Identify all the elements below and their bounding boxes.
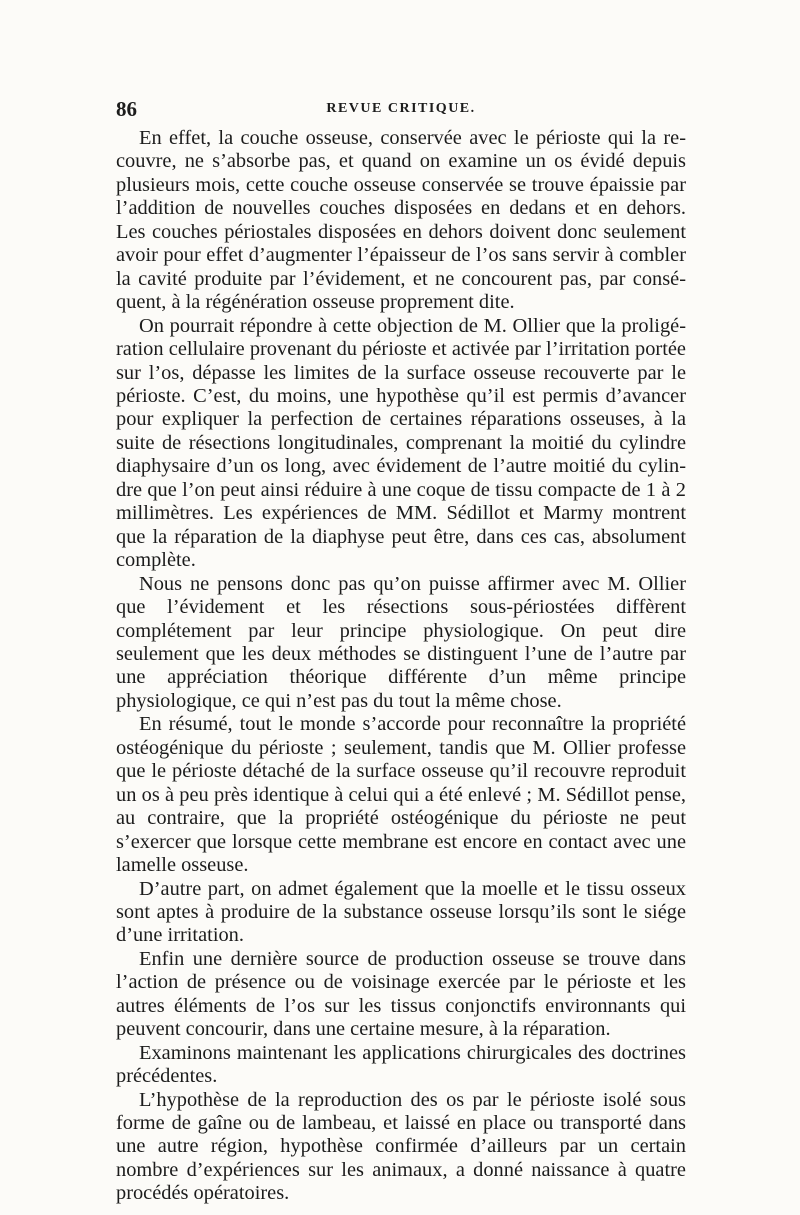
paragraph-6: Enfin une dernière source de production osseuse se trouve dans l’action de présence ou de voisinage exercée par le périoste et les autres éléments de l’os sur les tissus conjonctifs environnants qui peuvent concourir, dans une certaine mesure, à la réparation. (116, 947, 686, 1041)
page-number: 86 (116, 97, 137, 121)
paragraph-5: D’autre part, on admet également que la moelle et le tissu osseux sont aptes à produire de la substance osseuse lorsqu’ils sont le siége d’une irritation. (116, 877, 686, 947)
paragraph-3: Nous ne pensons donc pas qu’on puisse affirmer avec M. Ollier que l’évidement et les résections sous-périostées diffèrent complétement par leur principe physiologique. On peut dire seulement que les deux méthodes se distinguent l’une de l’autre par une appréciation théorique différente d’un même principe physiologique, ce qui n’est pas du tout la même chose. (116, 572, 686, 712)
paragraph-1: En effet, la couche osseuse, conservée avec le périoste qui la recouvre, ne s’absorbe pas, et quand on examine un os évidé depuis plusieurs mois, cette couche osseuse conservée se trouve épaissie par l’addition de nouvelles couches disposées en dedans et en dehors. Les couches périostales disposées en dehors doivent donc seulement avoir pour effet d’augmenter l’épaisseur de l’os sans servir à combler la cavité produite par l’évidement, et ne concourent pas, par conséquent, à la régénération osseuse proprement dite. (116, 127, 686, 314)
paragraph-2: On pourrait répondre à cette objection de M. Ollier que la proligération cellulaire provenant du périoste et activée par l’irritation portée sur l’os, dépasse les limites de la surface osseuse recouverte par le périoste. C’est, du moins, une hypothèse qu’il est permis d’avancer pour expliquer la perfection de certaines réparations osseuses, à la suite de résections longitudinales, comprenant la moitié du cylindre diaphysaire d’un os long, avec évidement de l’autre moitié du cylindre que l’on peut ainsi réduire à une coque de tissu compacte de 1 à 2 millimètres. Les expériences de MM. Sédillot et Marmy montrent que la réparation de la diaphyse peut être, dans ces cas, absolument complète. (116, 314, 686, 572)
journal-title: REVUE CRITIQUE. (326, 101, 476, 116)
paragraph-4: En résumé, tout le monde s’accorde pour reconnaître la propriété ostéogénique du périoste ; seulement, tandis que M. Ollier professe que le périoste détaché de la surface osseuse qu’il recouvre reproduit un os à peu près identique à celui qui a été enlevé ; M. Sédillot pense, au contraire, que la propriété ostéogénique du périoste ne peut s’exercer que lorsque cette membrane est encore en contact avec une lamelle osseuse. (116, 713, 686, 877)
paragraph-7: Examinons maintenant les applications chirurgicales des doctrines précédentes. (116, 1041, 686, 1088)
body-text (116, 127, 686, 1206)
paragraph-8: L’hypothèse de la reproduction des os par le périoste isolé sous forme de gaîne ou de lambeau, et laissé en place ou transporté dans une autre région, hypothèse confirmée d’ailleurs par un certain nombre d’expériences sur les animaux, a donné naissance à quatre procédés opératoires. (116, 1088, 686, 1205)
running-head (116, 97, 686, 121)
